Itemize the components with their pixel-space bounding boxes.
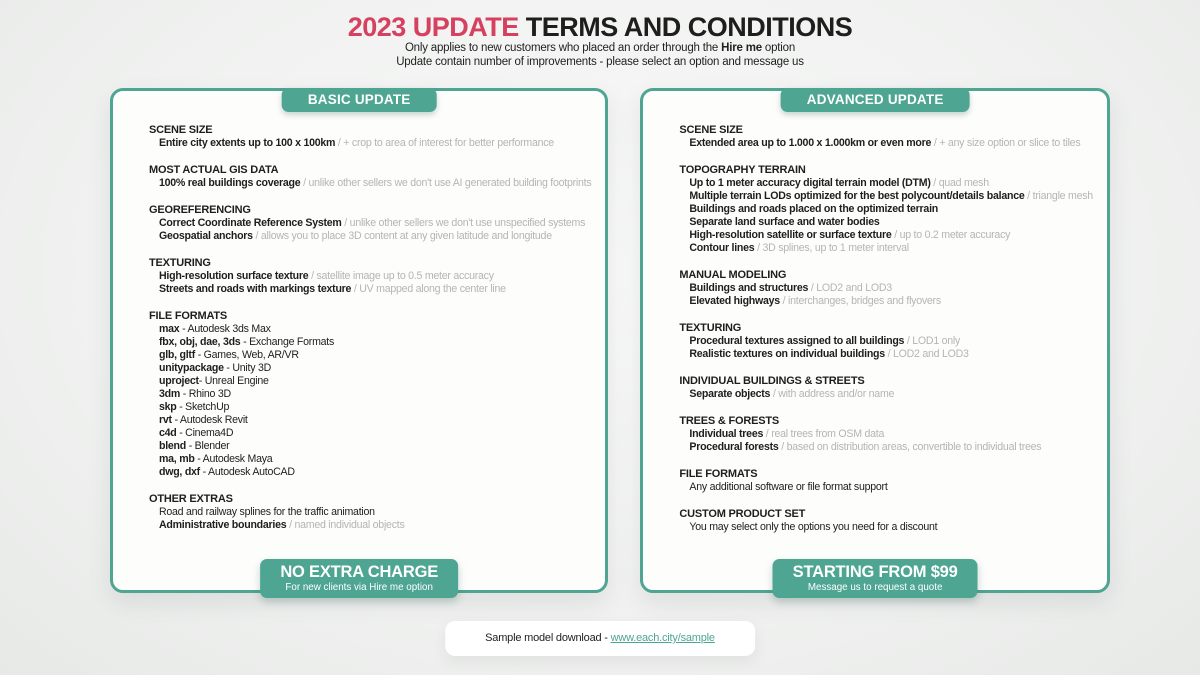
feature-line — [149, 177, 591, 190]
feature-note: / LOD2 and LOD3 — [884, 348, 969, 360]
page-title — [0, 12, 1200, 42]
feature-line — [679, 216, 1093, 229]
price-badge-subtitle: Message us to request a quote — [807, 582, 943, 593]
feature-text: glb, gltf — [159, 349, 195, 361]
section-topography-terrain — [679, 164, 1093, 255]
feature-line — [149, 466, 591, 479]
feature-line — [149, 230, 591, 243]
section-individual-buildings-streets — [679, 375, 1093, 401]
basic-update-badge: BASIC UPDATE — [282, 88, 437, 112]
section-heading: MANUAL MODELING — [679, 269, 787, 281]
feature-text: uproject — [159, 375, 199, 387]
feature-line — [149, 349, 591, 362]
section-scene-size — [149, 124, 591, 150]
feature-text: Entire city extents up to 100 x 100km — [159, 137, 336, 149]
section-texturing — [679, 322, 1093, 361]
feature-note: / 3D splines, up to 1 meter interval — [754, 242, 909, 254]
feature-text: rvt — [159, 414, 172, 426]
title-main: TERMS AND CONDITIONS — [518, 12, 853, 42]
feature-note: / up to 0.2 meter accuracy — [891, 229, 1011, 241]
section-most-actual-gis-data — [149, 164, 591, 190]
section-heading: TEXTURING — [149, 257, 211, 269]
feature-line — [149, 401, 591, 414]
feature-line — [149, 519, 591, 532]
feature-line — [679, 348, 1093, 361]
feature-note: / + any size option or slice to tiles — [931, 137, 1081, 149]
section-file-formats — [149, 310, 591, 479]
feature-line — [679, 335, 1093, 348]
section-heading: TOPOGRAPHY TERRAIN — [679, 164, 806, 176]
no-extra-charge-badge — [260, 559, 458, 598]
feature-text: skp — [159, 401, 177, 413]
section-scene-size — [679, 124, 1093, 150]
section-heading: GEOREFERENCING — [149, 204, 251, 216]
feature-text: Correct Coordinate Reference System — [159, 217, 342, 229]
starting-price-badge — [773, 559, 978, 598]
feature-note: / unlike other sellers we don't use AI generated building footprints — [300, 177, 592, 189]
feature-text: - SketchUp — [176, 401, 230, 413]
feature-text: Buildings and structures — [689, 282, 809, 294]
section-heading: TEXTURING — [679, 322, 742, 334]
feature-text: Road and railway splines for the traffic animation — [159, 506, 375, 518]
feature-note: / real trees from OSM data — [763, 428, 885, 440]
section-heading: OTHER EXTRAS — [149, 493, 233, 505]
feature-note: / triangle mesh — [1024, 190, 1093, 202]
feature-text: Separate objects — [689, 388, 771, 400]
section-custom-product-set — [679, 508, 1093, 534]
feature-text: c4d — [159, 427, 177, 439]
section-heading: TREES & FORESTS — [679, 415, 780, 427]
feature-text: - Games, Web, AR/VR — [195, 349, 299, 361]
feature-line — [149, 388, 591, 401]
feature-note: / + crop to area of interest for better performance — [335, 137, 554, 149]
sample-download-link[interactable]: www.each.city/sample — [610, 632, 715, 644]
feature-line — [679, 441, 1093, 454]
feature-line — [679, 203, 1093, 216]
feature-text: Procedural forests — [689, 441, 779, 453]
feature-line — [679, 177, 1093, 190]
feature-line — [149, 217, 591, 230]
feature-text: Administrative boundaries — [159, 519, 287, 531]
panels-row — [110, 88, 1093, 593]
feature-line — [679, 242, 1093, 255]
feature-line — [679, 388, 1093, 401]
page-header — [0, 12, 1200, 69]
section-heading: MOST ACTUAL GIS DATA — [149, 164, 279, 176]
section-manual-modeling — [679, 269, 1093, 308]
feature-line — [149, 270, 591, 283]
section-heading: SCENE SIZE — [679, 124, 743, 136]
feature-line — [679, 295, 1093, 308]
sample-download-label: Sample model download - — [485, 632, 611, 644]
feature-text: dwg, dxf — [159, 466, 200, 478]
feature-text: 100% real buildings coverage — [159, 177, 301, 189]
section-other-extras — [149, 493, 591, 532]
price-badge-subtitle: For new clients via Hire me option — [285, 582, 433, 593]
subtitle-line-2: Update contain number of improvements - please select an option and message us — [396, 55, 804, 68]
feature-note: / UV mapped along the center line — [351, 283, 506, 295]
section-texturing — [149, 257, 591, 296]
feature-text: - Autodesk 3ds Max — [179, 323, 271, 335]
feature-text: Extended area up to 1.000 x 1.000km or even more — [689, 137, 932, 149]
feature-line — [149, 323, 591, 336]
section-heading: CUSTOM PRODUCT SET — [679, 508, 806, 520]
feature-note: / satellite image up to 0.5 meter accuracy — [308, 270, 494, 282]
feature-text: - Unity 3D — [223, 362, 272, 374]
feature-text: Separate land surface and water bodies — [689, 216, 880, 228]
feature-line — [679, 137, 1093, 150]
section-georeferencing — [149, 204, 591, 243]
sample-download-bar — [445, 621, 755, 656]
feature-text: - Cinema4D — [176, 427, 234, 439]
feature-text: - Autodesk Revit — [171, 414, 248, 426]
feature-note: / unlike other sellers we don't use unspecified systems — [341, 217, 586, 229]
feature-text: max — [159, 323, 180, 335]
basic-update-content — [113, 91, 605, 532]
feature-line — [679, 521, 1093, 534]
feature-line — [149, 336, 591, 349]
feature-note: / based on distribution areas, convertible to individual trees — [778, 441, 1042, 453]
feature-text: Elevated highways — [689, 295, 780, 307]
feature-text: Geospatial anchors — [159, 230, 253, 242]
feature-line — [679, 190, 1093, 203]
feature-text: unitypackage — [159, 362, 224, 374]
feature-line — [149, 283, 591, 296]
feature-line — [149, 506, 591, 519]
feature-text: - Autodesk AutoCAD — [199, 466, 295, 478]
feature-text: Streets and roads with markings texture — [159, 283, 352, 295]
hire-me-emphasis: Hire me — [721, 42, 762, 54]
feature-text: - Autodesk Maya — [194, 453, 273, 465]
feature-note: / allows you to place 3D content at any given latitude and longitude — [252, 230, 552, 242]
feature-text: Up to 1 meter accuracy digital terrain model (DTM) — [689, 177, 931, 189]
section-heading: FILE FORMATS — [679, 468, 758, 480]
basic-update-panel — [110, 88, 608, 593]
feature-line — [149, 375, 591, 388]
section-file-formats — [679, 468, 1093, 494]
feature-note: / LOD1 only — [904, 335, 961, 347]
feature-line — [149, 362, 591, 375]
price-badge-title: STARTING FROM $99 — [792, 563, 958, 581]
feature-text: - Unreal Engine — [198, 375, 269, 387]
feature-line — [149, 440, 591, 453]
feature-text: High-resolution satellite or surface texture — [689, 229, 892, 241]
feature-text: Individual trees — [689, 428, 764, 440]
feature-line — [679, 229, 1093, 242]
advanced-update-badge: ADVANCED UPDATE — [781, 88, 970, 112]
feature-line — [149, 427, 591, 440]
feature-text: Any additional software or file format support — [689, 481, 888, 493]
title-year: 2023 UPDATE — [347, 12, 519, 42]
feature-note: / quad mesh — [930, 177, 989, 189]
feature-line — [149, 137, 591, 150]
feature-text: Procedural textures assigned to all buildings — [689, 335, 905, 347]
feature-text: - Rhino 3D — [180, 388, 231, 400]
feature-text: - Exchange Formats — [240, 336, 335, 348]
feature-line — [679, 481, 1093, 494]
feature-line — [149, 414, 591, 427]
feature-text: You may select only the options you need for a discount — [689, 521, 938, 533]
section-trees-forests — [679, 415, 1093, 454]
feature-text: Multiple terrain LODs optimized for the best polycount/details balance — [689, 190, 1025, 202]
advanced-update-content — [643, 91, 1107, 534]
feature-text: - Blender — [186, 440, 230, 452]
feature-note: / LOD2 and LOD3 — [808, 282, 892, 294]
feature-text: blend — [159, 440, 186, 452]
feature-line — [679, 282, 1093, 295]
feature-note: / named individual objects — [286, 519, 405, 531]
feature-text: High-resolution surface texture — [159, 270, 309, 282]
feature-text: Contour lines — [689, 242, 755, 254]
price-badge-title: NO EXTRA CHARGE — [280, 563, 439, 581]
feature-text: ma, mb — [159, 453, 195, 465]
section-heading: SCENE SIZE — [149, 124, 213, 136]
feature-line — [149, 453, 591, 466]
section-heading: FILE FORMATS — [149, 310, 228, 322]
feature-text: Buildings and roads placed on the optimized terrain — [689, 203, 938, 215]
feature-note: / with address and/or name — [770, 388, 895, 400]
feature-text: 3dm — [159, 388, 181, 400]
section-heading: INDIVIDUAL BUILDINGS & STREETS — [679, 375, 865, 387]
feature-text: Realistic textures on individual buildings — [689, 348, 885, 360]
subtitle-line-1: Only applies to new customers who placed an order through the Hire me option — [404, 42, 796, 54]
feature-note: / interchanges, bridges and flyovers — [779, 295, 941, 307]
advanced-update-panel — [640, 88, 1110, 593]
feature-text: fbx, obj, dae, 3ds — [159, 336, 241, 348]
feature-line — [679, 428, 1093, 441]
